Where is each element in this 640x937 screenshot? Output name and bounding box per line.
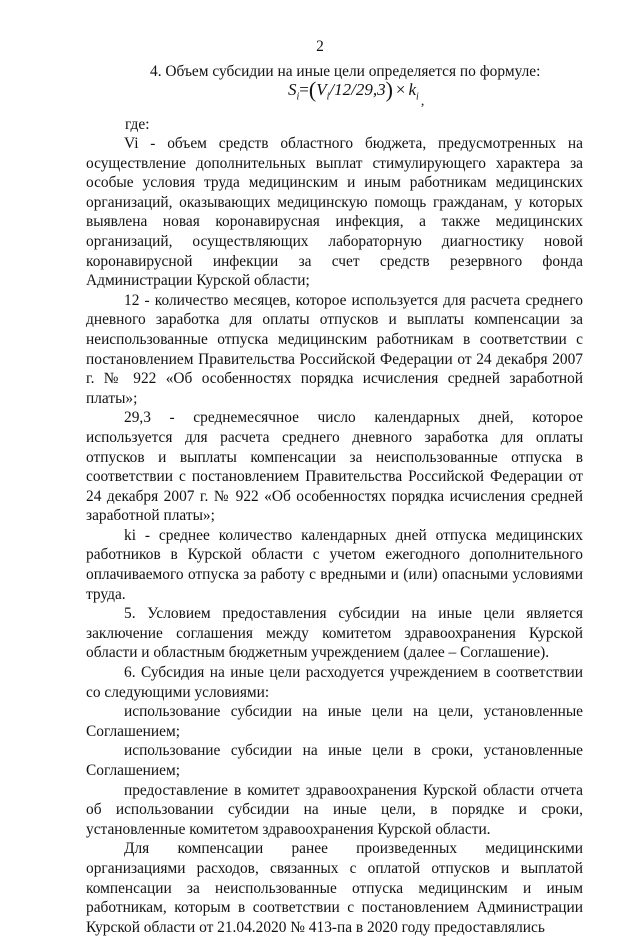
formula-open-paren: (: [308, 77, 317, 102]
formula-var-sub: i: [326, 91, 330, 103]
formula-var: V: [316, 80, 327, 99]
formula-lhs: S: [288, 80, 297, 99]
paragraph-use-goals: использование субсидии на иные цели на цели, установленные Соглашением;: [86, 703, 583, 740]
subsidy-formula: [288, 77, 425, 109]
paragraph-condition-5: 5. Условием предоставления субсидии на иные цели является заключение соглашения между комитетом здравоохранения Курской области и областным бюджетным учреждением (далее – Соглашение).: [86, 605, 583, 662]
paragraph-12-months: 12 - количество месяцев, которое используется для расчета среднего дневного заработка для оплаты отпусков и выплаты компенсации за неиспользованные отпуска медицинским работникам в соответствии с постановлением Правительства Российской Федерации от 24 декабря 2007 г. № 922 «Об особенностях порядка исчисления средней заработной платы»;: [86, 291, 583, 407]
document-body: [86, 134, 583, 937]
formula-close-paren: ): [385, 77, 393, 102]
formula-heading: 4. Объем субсидии на иные цели определяется по формуле:: [150, 63, 541, 80]
paragraph-report: предоставление в комитет здравоохранения Курской области отчета об использовании субсидии на иные цели, в порядке и сроки, установленные комитетом здравоохранения Курской области.: [86, 781, 583, 838]
paragraph-29-3-days: 29,3 - среднемесячное число календарных дней, которое используется для расчета среднего дневного заработка для оплаты отпусков и выплаты компенсации за неиспользованные отпуска в соответствии с постановлением Правительства Российской Федерации от 24 декабря 2007 г. № 922 «Об особенностях порядка исчисления средней заработной платы»;: [86, 409, 583, 525]
paragraph-vi: Vi - объем средств областного бюджета, предусмотренных на осуществление дополнительных выплат стимулирующего характера за особые условия труда медицинским и иным работникам медицинских организаций, оказывающих медицинскую помощь гражданам, у которых выявлена новая коронавирусная инфекция, а также медицинских организаций, осуществляющих лабораторную диагностику новой коронавирусной инфекции за счет средств резервного фонда Администрации Курской области;: [86, 135, 583, 290]
paragraph-compensation: Для компенсации ранее произведенных медицинскими организациями расходов, связанных с оплатой отпусков и выплатой компенсации за неиспользованные отпуска медицинским и иным работникам, которым в соответствии с постановлением Администрации Курской области от 21.04.2020 № 413-па в 2020 году предоставлялись: [86, 840, 583, 936]
formula-divisor: /12/29,3: [329, 80, 386, 99]
page-number: 2: [316, 38, 324, 55]
formula-comma: ,: [420, 94, 425, 109]
formula-times: ×: [395, 80, 406, 99]
where-label: где:: [125, 116, 150, 133]
paragraph-ki: ki - среднее количество календарных дней отпуска медицинских работников в Курской области с учетом ежегодного дополнительного оплачиваемого отпуска за работу с вредными и (или) опасными условиями труда.: [86, 526, 583, 603]
paragraph-use-terms: использование субсидии на иные цели в сроки, установленные Соглашением;: [86, 742, 583, 779]
formula-k-sub: i: [416, 91, 419, 103]
formula-equals: =: [299, 80, 309, 99]
formula-lhs-sub: i: [296, 91, 300, 103]
formula-k: k: [408, 80, 417, 99]
paragraph-conditions-6: 6. Субсидия на иные цели расходуется учреждением в соответствии со следующими условиями:: [86, 664, 583, 701]
